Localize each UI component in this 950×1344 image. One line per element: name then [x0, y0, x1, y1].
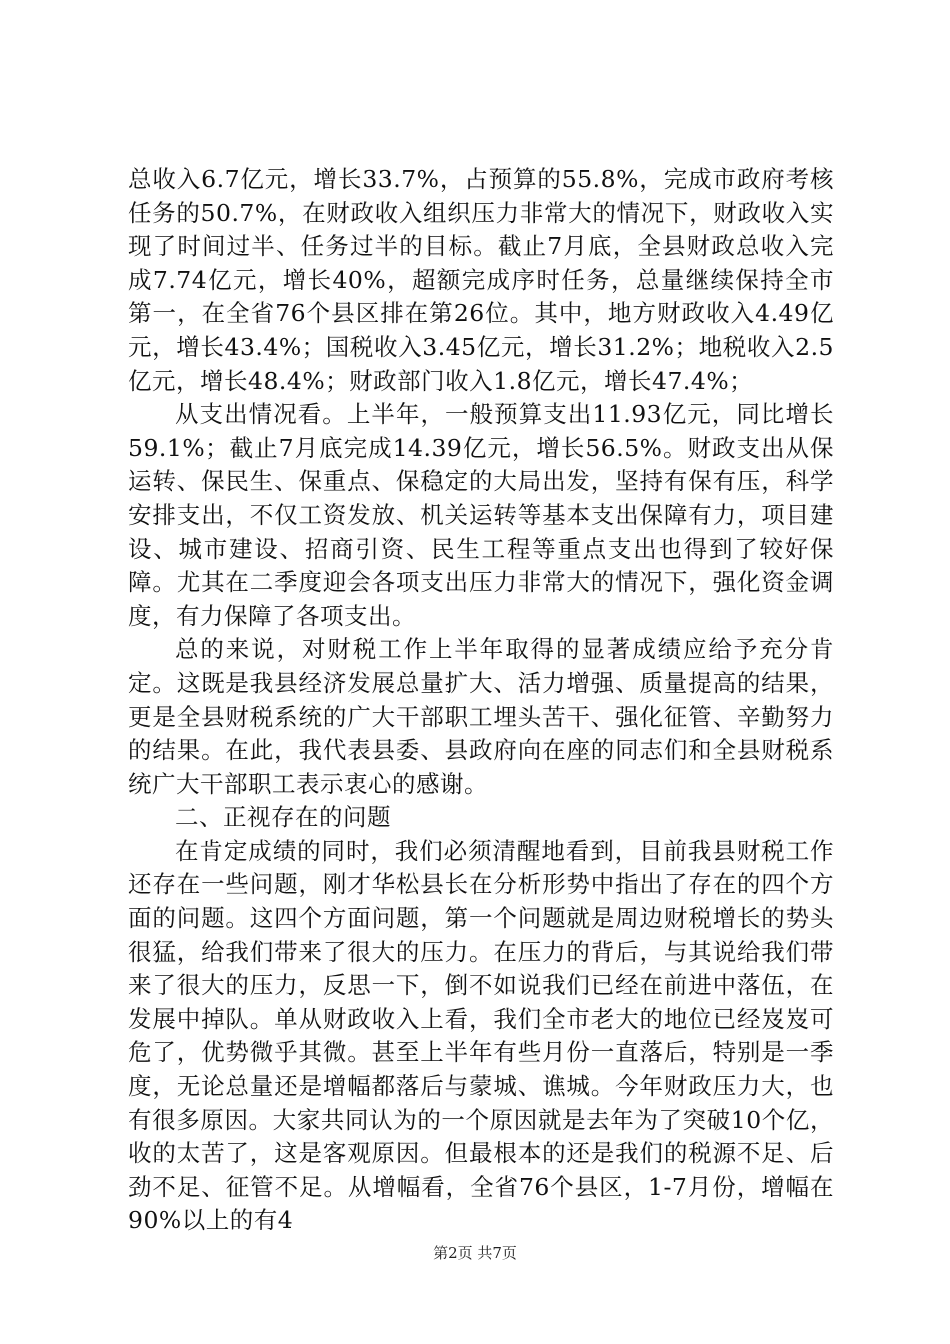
section-heading-problems: 二、正视存在的问题	[175, 803, 391, 832]
paragraph-revenue-continued: 总收入6.7亿元，增长33.7%，占预算的55.8%，完成市政府考核任务的50.7%，在财政收入组织压力非常大的情况下，财政收入实现了时间过半、任务过半的目标。截止7月底，全县财政总收入完成7.74亿元，增长40%，超额完成序时任务，总量继续保持全市第一，在全省76个县区排在第26位。其中，地方财政收入4.49亿元，增长43.4%；国税收入3.45亿元，增长31.2%；地税收入2.5亿元，增长48.4%；财政部门收入1.8亿元，增长47.4%；	[128, 165, 834, 395]
page-footer: 第2页 共7页	[433, 1244, 517, 1262]
paragraph-problems: 在肯定成绩的同时，我们必须清醒地看到，目前我县财税工作还存在一些问题，刚才华松县长在分析形势中指出了存在的四个方面的问题。这四个方面问题，第一个问题就是周边财税增长的势头很猛，给我们带来了很大的压力。在压力的背后，与其说给我们带来了很大的压力，反思一下，倒不如说我们已经在前进中落伍，在发展中掉队。单从财政收入上看，我们全市老大的地位已经岌岌可危了，优势微乎其微。甚至上半年有些月份一直落后，特别是一季度，无论总量还是增幅都落后与蒙城、谯城。今年财政压力大，也有很多原因。大家共同认为的一个原因就是去年为了突破10个亿，收的太苦了，这是客观原因。但最根本的还是我们的税源不足、后劲不足、征管不足。从增幅看，全省76个县区，1-7月份，增幅在90%以上的有4	[128, 836, 834, 1235]
paragraph-summary: 总的来说，对财税工作上半年取得的显著成绩应给予充分肯定。这既是我县经济发展总量扩大、活力增强、质量提高的结果，更是全县财税系统的广大干部职工埋头苦干、强化征管、辛勤努力的结果。在此，我代表县委、县政府向在座的同志们和全县财税系统广大干部职工表示衷心的感谢。	[128, 635, 834, 798]
paragraph-expenditure: 从支出情况看。上半年，一般预算支出11.93亿元，同比增长59.1%；截止7月底完成14.39亿元，增长56.5%。财政支出从保运转、保民生、保重点、保稳定的大局出发，坚持有保有压，科学安排支出，不仅工资发放、机关运转等基本支出保障有力，项目建设、城市建设、招商引资、民生工程等重点支出也得到了较好保障。尤其在二季度迎会各项支出压力非常大的情况下，强化资金调度，有力保障了各项支出。	[128, 400, 834, 630]
document-body	[128, 163, 834, 1238]
